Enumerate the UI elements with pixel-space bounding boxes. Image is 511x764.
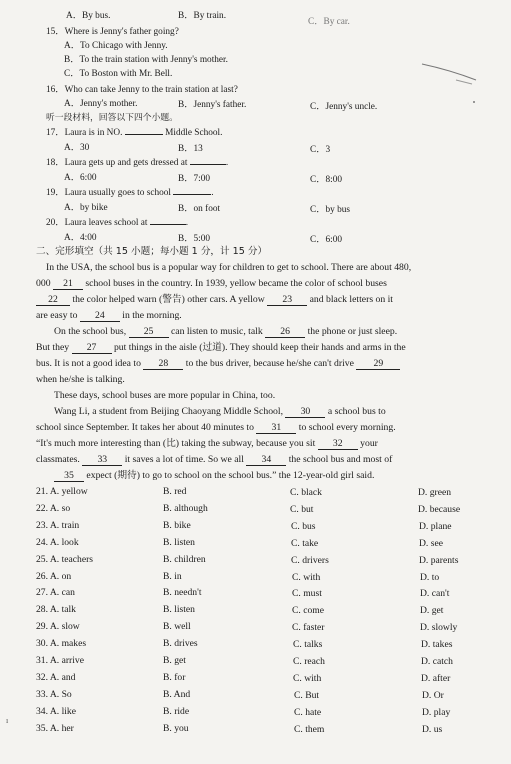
option-25-a[interactable]: 25. A. teachers (36, 554, 94, 565)
option-32-b[interactable]: B. for (163, 672, 186, 683)
option-24-b[interactable]: B. listen (163, 537, 195, 548)
q14-option-c: C．By car. (308, 17, 350, 27)
option-30-a[interactable]: 30. A. makes (36, 638, 87, 649)
option-28-c[interactable]: C. come (292, 605, 324, 616)
option-27-b[interactable]: B. needn't (163, 587, 202, 598)
passage-line: classmates. 33 it saves a lot of time. So we all 34 the school bus and most of (36, 454, 393, 465)
passage-line: 22 the color helped warn (警告) other cars. A yellow 23 and black letters on it (36, 294, 393, 306)
q15-option-b: B．To the train station with Jenny's mother. (64, 55, 228, 65)
q16-option-c: C．Jenny's uncle. (310, 102, 378, 112)
option-24-d[interactable]: D. see (419, 538, 443, 549)
option-23-c[interactable]: C. bus (291, 521, 316, 532)
blank-25[interactable]: 25 (129, 327, 169, 338)
blank-24[interactable]: 24 (80, 311, 120, 322)
passage-line: “It's much more interesting than (比) taking the subway, because you sit 32 your (36, 438, 378, 449)
option-31-d[interactable]: D. catch (421, 656, 453, 667)
option-27-d[interactable]: D. can't (420, 588, 450, 599)
option-33-a[interactable]: 33. A. So (36, 689, 72, 700)
passage-line: But they 27 put things in the aisle (过道). They should keep their hands and arms in the (36, 342, 406, 353)
passage-line: 000 21 school buses in the country. In 1939, yellow became the color of school buses (36, 278, 387, 289)
q20-stem: 20．Laura leaves school at . (46, 218, 189, 228)
option-29-a[interactable]: 29. A. slow (36, 621, 80, 632)
blank-21[interactable]: 21 (53, 279, 83, 290)
option-21-d[interactable]: D. green (418, 487, 452, 498)
option-35-a[interactable]: 35. A. her (36, 723, 74, 734)
option-26-a[interactable]: 26. A. on (36, 571, 72, 582)
option-26-b[interactable]: B. in (163, 571, 182, 582)
q18-stem: 18．Laura gets up and gets dressed at . (46, 158, 229, 168)
option-21-a[interactable]: 21. A. yellow (36, 486, 88, 497)
option-28-b[interactable]: B. listen (163, 604, 195, 615)
q17-option-c: C．3 (310, 145, 331, 155)
q16-option-a: A．Jenny's mother. (64, 99, 138, 109)
q20-option-a: A．4:00 (64, 233, 97, 243)
option-27-a[interactable]: 27. A. can (36, 587, 75, 598)
q17-stem: 17．Laura is in NO. Middle School. (46, 128, 223, 138)
listening-instruction: 听一段材料，回答以下四个小题。 (46, 113, 178, 123)
option-33-c[interactable]: C. But (294, 690, 320, 701)
q14-option-b: B．By train. (178, 11, 227, 21)
blank-33[interactable]: 33 (82, 455, 122, 466)
blank-34[interactable]: 34 (246, 455, 286, 466)
q17-blank[interactable] (125, 134, 163, 135)
passage-line: Wang Li, a student from Beijing Chaoyang Middle School, 30 a school bus to (54, 406, 386, 417)
option-30-b[interactable]: B. drives (163, 638, 198, 649)
q16-option-b: B．Jenny's father. (178, 100, 247, 110)
option-29-b[interactable]: B. well (163, 621, 191, 632)
option-30-d[interactable]: D. takes (421, 639, 453, 650)
q14-option-a: A．By bus. (66, 11, 111, 21)
option-23-a[interactable]: 23. A. train (36, 520, 80, 531)
option-22-a[interactable]: 22. A. so (36, 503, 71, 514)
option-28-a[interactable]: 28. A. talk (36, 604, 76, 615)
option-31-b[interactable]: B. get (163, 655, 186, 666)
passage-line: 35 expect (期待) to go to school on the school bus.” the 12-year-old girl said. (54, 470, 374, 482)
option-22-b[interactable]: B. although (163, 503, 208, 514)
margin-mark: ı (6, 716, 9, 725)
option-28-d[interactable]: D. get (420, 605, 444, 616)
blank-22[interactable]: 22 (36, 295, 70, 306)
option-23-b[interactable]: B. bike (163, 520, 191, 531)
option-33-d[interactable]: D. Or (422, 690, 444, 701)
option-33-b[interactable]: B. And (163, 689, 191, 700)
blank-31[interactable]: 31 (256, 423, 296, 434)
option-35-b[interactable]: B. you (163, 723, 189, 734)
option-23-d[interactable]: D. plane (419, 521, 452, 532)
option-34-a[interactable]: 34. A. like (36, 706, 76, 717)
blank-26[interactable]: 26 (265, 327, 305, 338)
option-30-c[interactable]: C. talks (293, 639, 323, 650)
q15-stem: 15．Where is Jenny's father going? (46, 27, 179, 37)
pen-mark (420, 58, 480, 108)
option-35-c[interactable]: C. them (294, 724, 325, 735)
q18-option-c: C．8:00 (310, 175, 343, 185)
passage-line: bus. It is not a good idea to 28 to the bus driver, because he/she can't drive 29 (36, 358, 400, 370)
passage-line: These days, school buses are more popular in China, too. (54, 390, 276, 401)
passage-line: In the USA, the school bus is a popular way for children to get to school. There are about 480, (46, 262, 412, 273)
q18-blank[interactable] (190, 164, 226, 165)
option-22-d[interactable]: D. because (418, 504, 461, 515)
q20-blank[interactable] (150, 224, 186, 225)
option-25-d[interactable]: D. parents (419, 555, 459, 566)
option-32-d[interactable]: D. after (421, 673, 451, 684)
option-21-c[interactable]: C. black (290, 487, 322, 498)
option-31-a[interactable]: 31. A. arrive (36, 655, 84, 666)
q16-stem: 16．Who can take Jenny to the train station at last? (46, 85, 238, 95)
q19-option-c: C．by bus (310, 205, 351, 215)
option-32-a[interactable]: 32. A. and (36, 672, 76, 683)
option-24-c[interactable]: C. take (291, 538, 319, 549)
option-34-c[interactable]: C. hate (294, 707, 322, 718)
q19-option-a: A．by bike (64, 203, 108, 213)
blank-35[interactable]: 35 (54, 471, 84, 482)
option-31-c[interactable]: C. reach (293, 656, 325, 667)
q19-blank[interactable] (173, 194, 211, 195)
q19-stem: 19．Laura usually goes to school . (46, 188, 214, 198)
blank-29[interactable]: 29 (356, 359, 400, 370)
option-25-c[interactable]: C. drivers (291, 555, 329, 566)
passage-line: school since September. It takes her about 40 minutes to 31 to school every morning. (36, 422, 396, 433)
q17-option-a: A．30 (64, 143, 90, 153)
passage-line: when he/she is talking. (36, 374, 125, 385)
q18-option-b: B．7:00 (178, 174, 211, 184)
option-26-c[interactable]: C. with (292, 572, 321, 583)
q17-option-b: B．13 (178, 144, 203, 154)
passage-line: On the school bus, 25 can listen to music, talk 26 the phone or just sleep. (54, 326, 398, 337)
q18-option-a: A．6:00 (64, 173, 97, 183)
q15-option-a: A．To Chicago with Jenny. (64, 41, 168, 51)
option-24-a[interactable]: 24. A. look (36, 537, 79, 548)
blank-30[interactable]: 30 (285, 407, 325, 418)
option-29-c[interactable]: C. faster (292, 622, 325, 633)
option-32-c[interactable]: C. with (293, 673, 322, 684)
q15-option-c: C．To Boston with Mr. Bell. (64, 69, 173, 79)
option-35-d[interactable]: D. us (422, 724, 443, 735)
option-27-c[interactable]: C. must (292, 588, 322, 599)
option-34-b[interactable]: B. ride (163, 706, 190, 717)
option-25-b[interactable]: B. children (163, 554, 206, 565)
passage-line: are easy to 24 in the morning. (36, 310, 182, 321)
option-29-d[interactable]: D. slowly (420, 622, 458, 633)
option-22-c[interactable]: C. but (290, 504, 314, 515)
blank-27[interactable]: 27 (72, 343, 112, 354)
q20-option-b: B．5:00 (178, 234, 211, 244)
blank-32[interactable]: 32 (318, 439, 358, 450)
blank-28[interactable]: 28 (143, 359, 183, 370)
q19-option-b: B．on foot (178, 204, 221, 214)
q20-option-c: C．6:00 (310, 235, 343, 245)
option-26-d[interactable]: D. to (420, 572, 440, 583)
blank-23[interactable]: 23 (267, 295, 307, 306)
section-title: 二、完形填空（共 15 小题；每小题 1 分，计 15 分） (36, 246, 268, 257)
option-21-b[interactable]: B. red (163, 486, 187, 497)
option-34-d[interactable]: D. play (422, 707, 451, 718)
